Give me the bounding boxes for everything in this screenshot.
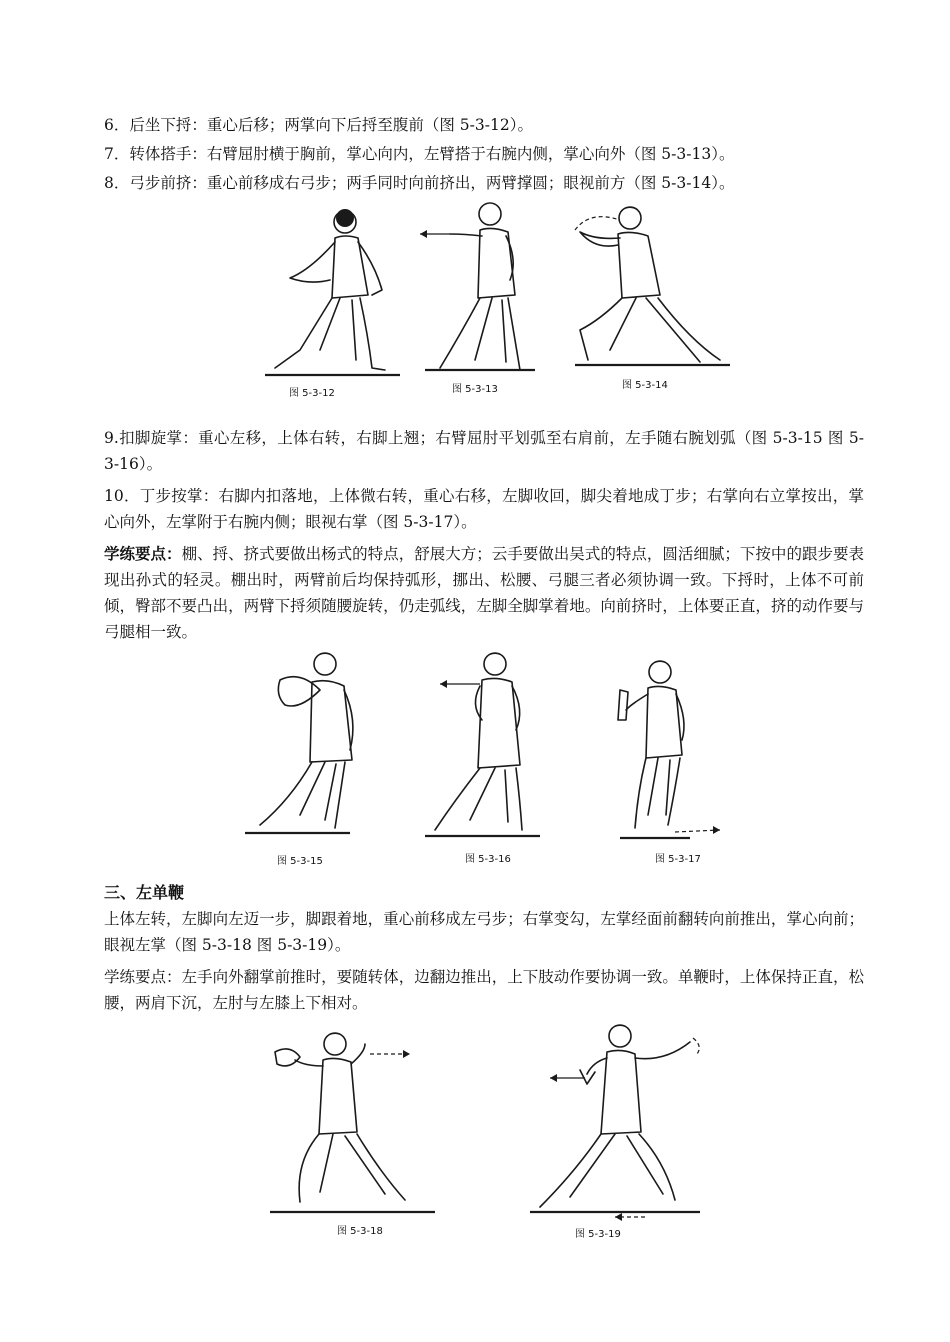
taichi-figure-12 [265,209,400,375]
taichi-figure-15 [245,653,353,833]
taichi-figure-18 [270,1033,435,1212]
figure-caption-19: 图 5-3-19 [575,1229,621,1240]
taichi-figure-16 [425,653,540,836]
figure-row-1-illustration [240,200,740,385]
step-10-text: 10．丁步按掌：右脚内扣落地，上体微右转，重心右移，左脚收回，脚尖着地成丁步；右掌向右立掌按出，掌心向外，左掌附于右腕内侧；眼视右掌（图 5-3-17）。 [104,487,864,531]
figure-row-3-illustration [255,1022,735,1222]
key-points-1 [104,541,864,645]
section-text: 上体左转，左脚向左迈一步，脚跟着地，重心前移成左弓步；右掌变勾，左掌经面前翻转向前推出，掌心向前；眼视左掌（图 5-3-18 图 5-3-19）。 [104,910,864,954]
key-points-text: 棚、捋、挤式要做出杨式的特点，舒展大方；云手要做出吴式的特点，圆活细腻；下按中的跟步要表现出孙式的轻灵。棚出时，两臂前后均保持弧形，挪出、松腰、弓腿三者必须协调一致。下捋时，上体不可前倾，臀部不要凸出，两臂下捋须随腰旋转，仍走弧线，左脚全脚掌着地。向前挤时，上体要正直，挤的动作要与弓腿相一致。 [104,545,864,641]
section-key-points: 学练要点：左手向外翻掌前推时，要随转体，边翻边推出，上下肢动作要协调一致。单鞭时，上体保持正直，松腰，两肩下沉，左肘与左膝上下相对。 [104,968,864,1012]
figure-caption-17: 图 5-3-17 [655,854,701,865]
figure-caption-12: 图 5-3-12 [289,388,335,399]
figure-caption-14: 图 5-3-14 [622,380,668,391]
taichi-figure-13 [420,203,535,370]
figure-row-2-illustration [230,650,740,850]
figure-caption-16: 图 5-3-16 [465,854,511,865]
figure-caption-15: 图 5-3-15 [277,856,323,867]
section-heading: 三、左单鞭 [104,883,185,902]
key-points-label: 学练要点： [104,544,182,563]
step-7-text: 7．转体搭手：右臂屈肘横于胸前，掌心向内，左臂搭于右腕内侧，掌心向外（图 5-3-13）。 [104,145,735,163]
step-9-text: 9.扣脚旋掌：重心左移，上体右转，右脚上翘；右臂屈肘平划弧至右肩前，左手随右腕划弧（图 5-3-15 图 5-3-16）。 [104,429,864,473]
taichi-figure-14 [575,207,730,365]
figure-caption-13: 图 5-3-13 [452,384,498,395]
step-6-text: 6．后坐下捋：重心后移；两掌向下后捋至腹前（图 5-3-12）。 [104,116,533,134]
taichi-figure-19 [530,1025,700,1221]
figure-caption-18: 图 5-3-18 [337,1226,383,1237]
taichi-figure-17 [618,661,720,838]
step-8-text: 8．弓步前挤：重心前移成右弓步；两手同时向前挤出，两臂撑圆；眼视前方（图 5-3-14）。 [104,174,735,192]
